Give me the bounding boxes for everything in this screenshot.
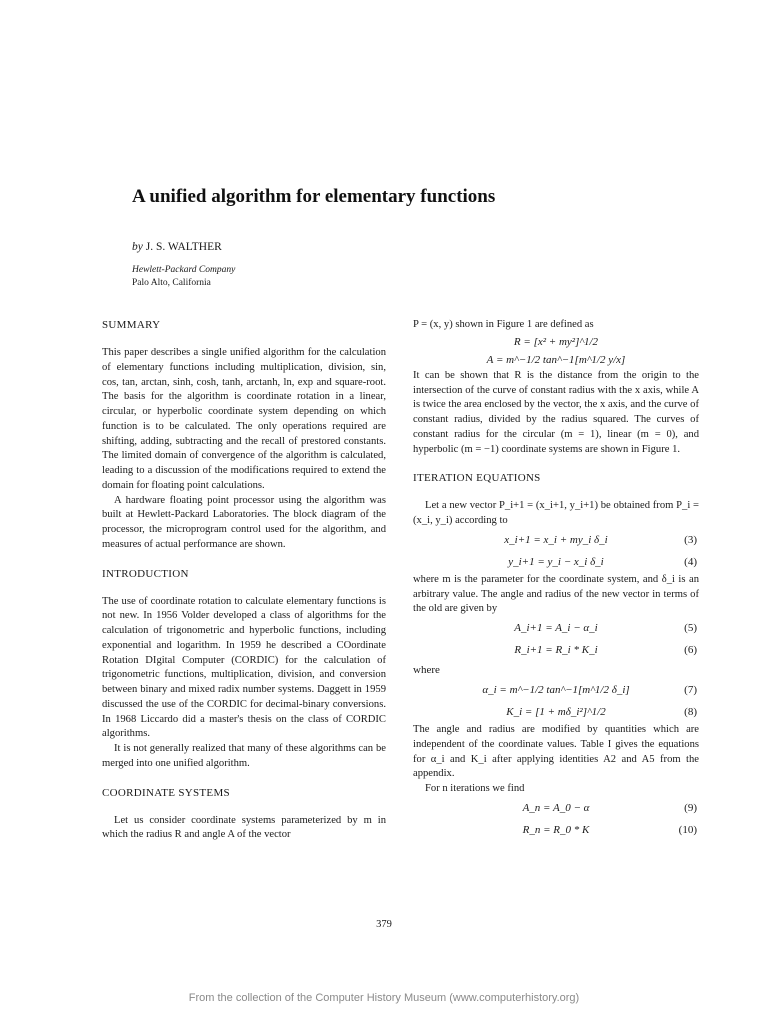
coordinate-systems-heading: COORDINATE SYSTEMS — [102, 786, 230, 799]
new-vector-paragraph: Let a new vector P_i+1 = (x_i+1, y_i+1) be obtained from P_i = (x_i, y_i) according to — [413, 500, 699, 526]
affiliation-company: Hewlett-Packard Company — [132, 265, 236, 275]
introduction-paragraph-2: It is not generally realized that many of these algorithms can be merged into one unified algorithm. — [102, 743, 386, 769]
parameter-paragraph: where m is the parameter for the coordinate system, and δ_i is an arbitrary value. The angle and radius of the new vector in terms of the old are given by — [413, 573, 699, 615]
museum-footer: From the collection of the Computer History Museum (www.computerhistory.org) — [188, 992, 580, 1004]
equation-4: y_i+1 = y_i − x_i δ_i (4) — [508, 555, 697, 568]
affiliation-location: Palo Alto, California — [132, 278, 211, 288]
right-column — [413, 318, 699, 841]
equation-6: R_i+1 = R_i * K_i (6) — [514, 644, 697, 656]
author-by: by — [132, 241, 143, 253]
introduction-heading: INTRODUCTION — [102, 567, 189, 580]
equation-radius: R = [x² + my²]^1/2 — [513, 335, 599, 348]
vector-definition-intro: P = (x, y) shown in Figure 1 are defined as — [413, 319, 594, 330]
equation-angle: A = m^−1/2 tan^−1[m^1/2 y/x] — [486, 353, 626, 366]
equation-3: x_i+1 = x_i + my_i δ_i (3) — [504, 533, 697, 546]
author-name: J. S. WALTHER — [145, 241, 222, 253]
radius-explanation: It can be shown that R is the distance from the origin to the intersection of the curve of constant radius with the x axis, while A is twice the area enclosed by the vector, the x axis, and the curve of constant radius, divided by the radius squared. The curves of constant radius for the circular (m = 1), linear (m = 0), and hyperbolic (m = −1) coordinate systems are shown in Figure 1. — [413, 369, 699, 455]
affiliation — [132, 264, 235, 290]
page-number: 379 — [376, 919, 392, 930]
equation-10: R_n = R_0 * K (10) — [522, 823, 697, 836]
iteration-equations-heading: ITERATION EQUATIONS — [413, 472, 541, 485]
left-column — [102, 318, 386, 843]
n-iterations-paragraph: For n iterations we find — [425, 783, 525, 794]
summary-paragraph-1: This paper describes a single unified algorithm for the calculation of elementary functions including multiplication, division, sin, cos, tan, arctan, sinh, cosh, tanh, arctanh, ln, exp and square-root. The basis for the algorithm is coordinate rotation in a linear, circular, or hyperbolic coordinate system depending on which function is to be calculated. The only operations required are shifting, adding, subtracting and the recall of prestored constants. The limited domain of convergence of the algorithm is calculated, leading to a discussion of the modifications required to extend the domain for floating point calculations. — [102, 347, 386, 491]
summary-heading: SUMMARY — [102, 319, 161, 331]
coordinate-systems-paragraph: Let us consider coordinate systems parameterized by m in which the radius R and angle A of the vector — [102, 814, 386, 841]
where-label: where — [413, 664, 440, 676]
author-line — [132, 241, 222, 253]
equation-9: A_n = A_0 − α (9) — [522, 801, 697, 814]
paper-title: A unified algorithm for elementary functions — [132, 186, 496, 207]
equation-5: A_i+1 = A_i − α_i (5) — [514, 622, 697, 634]
summary-paragraph-2: A hardware floating point processor using the algorithm was built at Hewlett-Packard Laboratories. The block diagram of the processor, the microprogram control used for the algorithm, and measures of actual performance are shown. — [102, 494, 386, 550]
angle-radius-paragraph: The angle and radius are modified by quantities which are independent of the coordinate values. Table I gives the equations for α_i and K_i after applying identities A2 and A5 from the appendix. — [413, 724, 699, 780]
introduction-paragraph-1: The use of coordinate rotation to calculate elementary functions is not new. In 1956 Volder developed a class of algorithms for the calculation of trigonometric and hyperbolic functions, including exponential and logarithm. In 1959 he described a COordinate Rotation DIgital Computer (CORDIC) for the calculation of trigonometric functions, multiplication, division, and conversion between binary and mixed radix number systems. Daggett in 1959 discussed the use of the CORDIC for decimal-binary conversions. In 1968 Liccardo did a master's thesis on the class of CORDIC algorithms. — [102, 595, 386, 740]
equation-7: α_i = m^−1/2 tan^−1[m^1/2 δ_i] (7) — [482, 684, 697, 696]
equation-8: K_i = [1 + mδ_i²]^1/2 (8) — [506, 706, 697, 718]
